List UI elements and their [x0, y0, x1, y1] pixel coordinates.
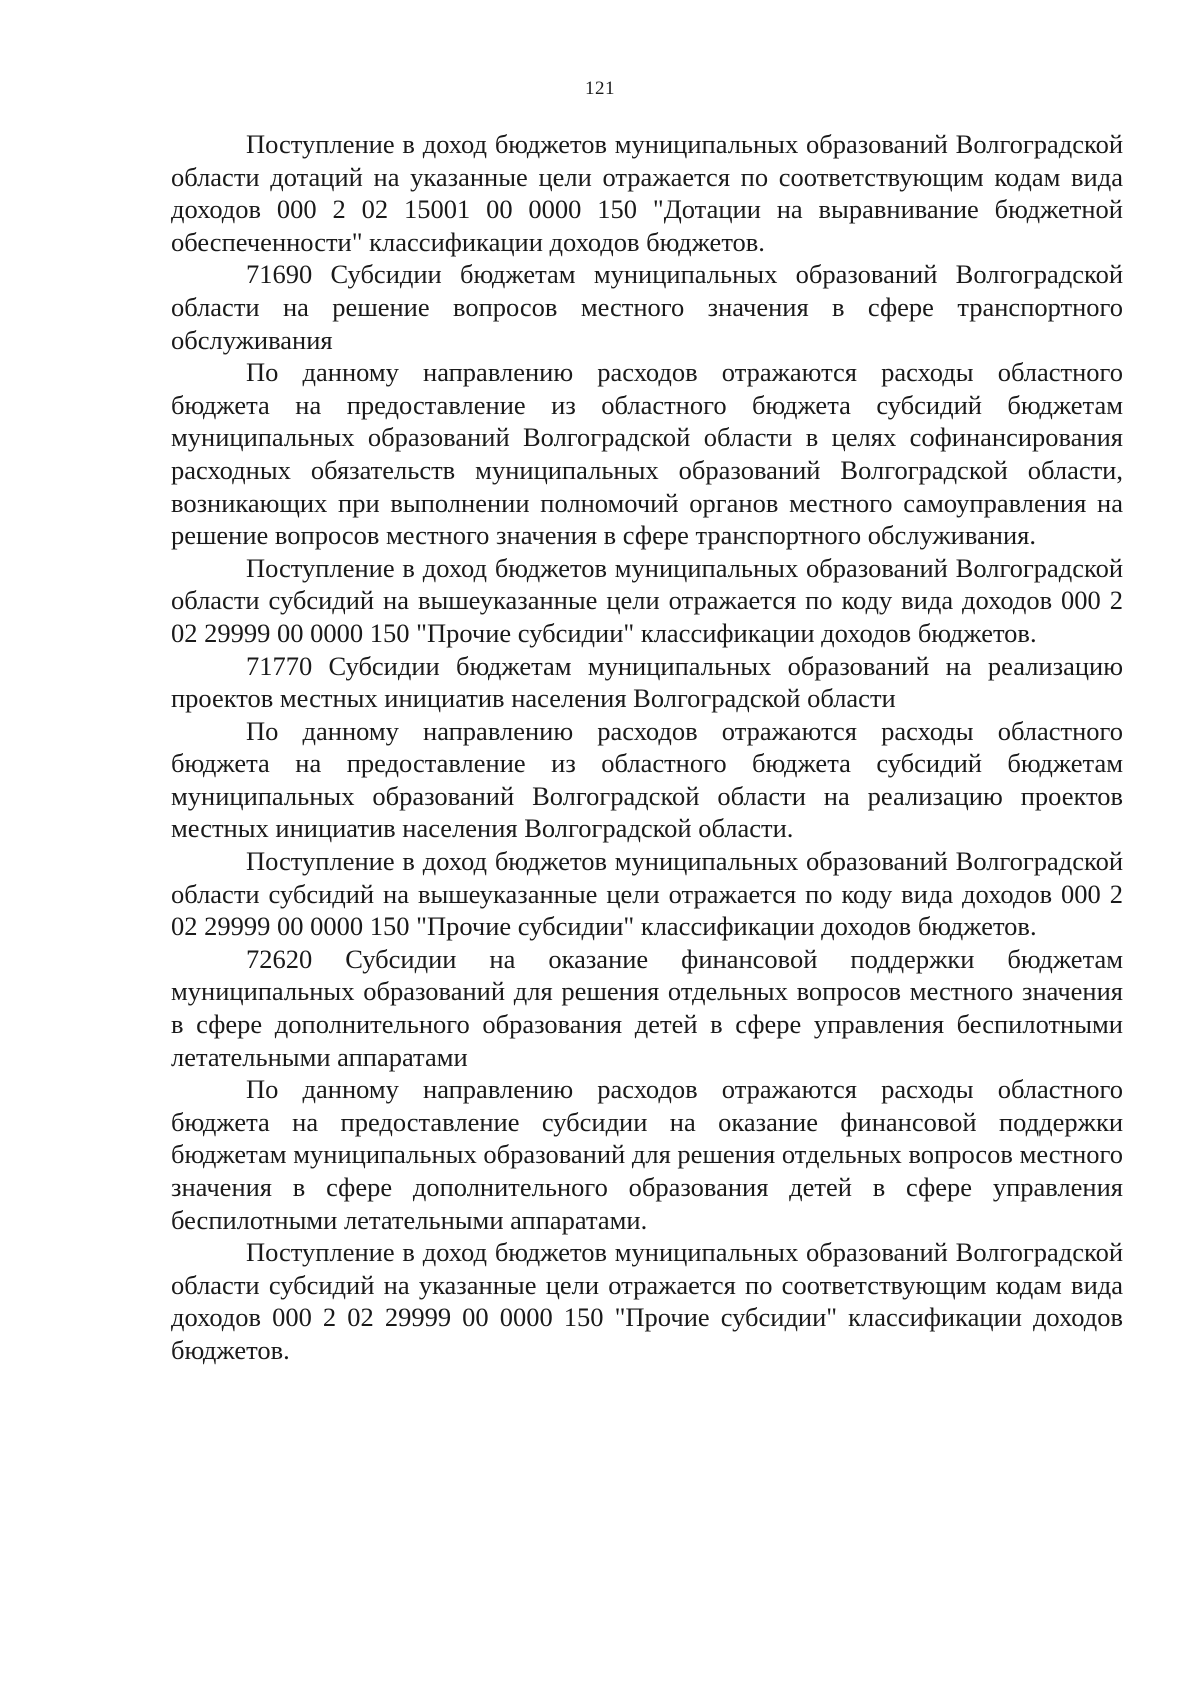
paragraph-dotations-receipt: Поступление в доход бюджетов муниципальных образований Волгоградской области дотаций на указанные цели отражается по соответствующим кодам вида доходов 000 2 02 15001 00 0000 150 "Дотации на выравнивание бюджетной обеспеченности" классификации доходов бюджетов.: [171, 129, 1123, 257]
paragraph-72620-description: По данному направлению расходов отражаются расходы областного бюджета на предоставление субсидии на оказание финансовой поддержки бюджетам муниципальных образований для решения отдельных вопросов местного значения в сфере дополнительного образования детей в сфере управления беспилотными летательными аппаратами.: [171, 1074, 1123, 1235]
document-body: [171, 128, 1123, 1367]
paragraph-71770-receipt: Поступление в доход бюджетов муниципальных образований Волгоградской области субсидий на вышеуказанные цели отражается по коду вида доходов 000 2 02 29999 00 0000 150 "Прочие субсидии" классификации доходов бюджетов.: [171, 846, 1123, 942]
section-heading-71770: 71770 Субсидии бюджетам муниципальных образований на реализацию проектов местных инициатив населения Волгоградской области: [171, 650, 1123, 714]
page-number: 121: [585, 78, 615, 99]
section-heading-72620: 72620 Субсидии на оказание финансовой поддержки бюджетам муниципальных образований для решения отдельных вопросов местного значения в сфере дополнительного образования детей в сфере управления беспилотными летательными аппаратами: [171, 943, 1123, 1072]
paragraph-71690-description: По данному направлению расходов отражаются расходы областного бюджета на предоставление из областного бюджета субсидий бюджетам муниципальных образований Волгоградской области в целях софинансирования расходных обязательств муниципальных образований Волгоградской области, возникающих при выполнении полномочий органов местного самоуправления на решение вопросов местного значения в сфере транспортного обслуживания.: [171, 357, 1123, 551]
paragraph-71770-description: По данному направлению расходов отражаются расходы областного бюджета на предоставление из областного бюджета субсидий бюджетам муниципальных образований Волгоградской области на реализацию проектов местных инициатив населения Волгоградской области.: [171, 715, 1123, 844]
paragraph-72620-receipt: Поступление в доход бюджетов муниципальных образований Волгоградской области субсидий на указанные цели отражается по соответствующим кодам вида доходов 000 2 02 29999 00 0000 150 "Прочие субсидии" классификации доходов бюджетов.: [171, 1237, 1123, 1365]
paragraph-71690-receipt: Поступление в доход бюджетов муниципальных образований Волгоградской области субсидий на вышеуказанные цели отражается по коду вида доходов 000 2 02 29999 00 0000 150 "Прочие субсидии" классификации доходов бюджетов.: [171, 552, 1123, 648]
section-heading-71690: 71690 Субсидии бюджетам муниципальных образований Волгоградской области на решение вопросов местного значения в сфере транспортного обслуживания: [171, 259, 1123, 355]
